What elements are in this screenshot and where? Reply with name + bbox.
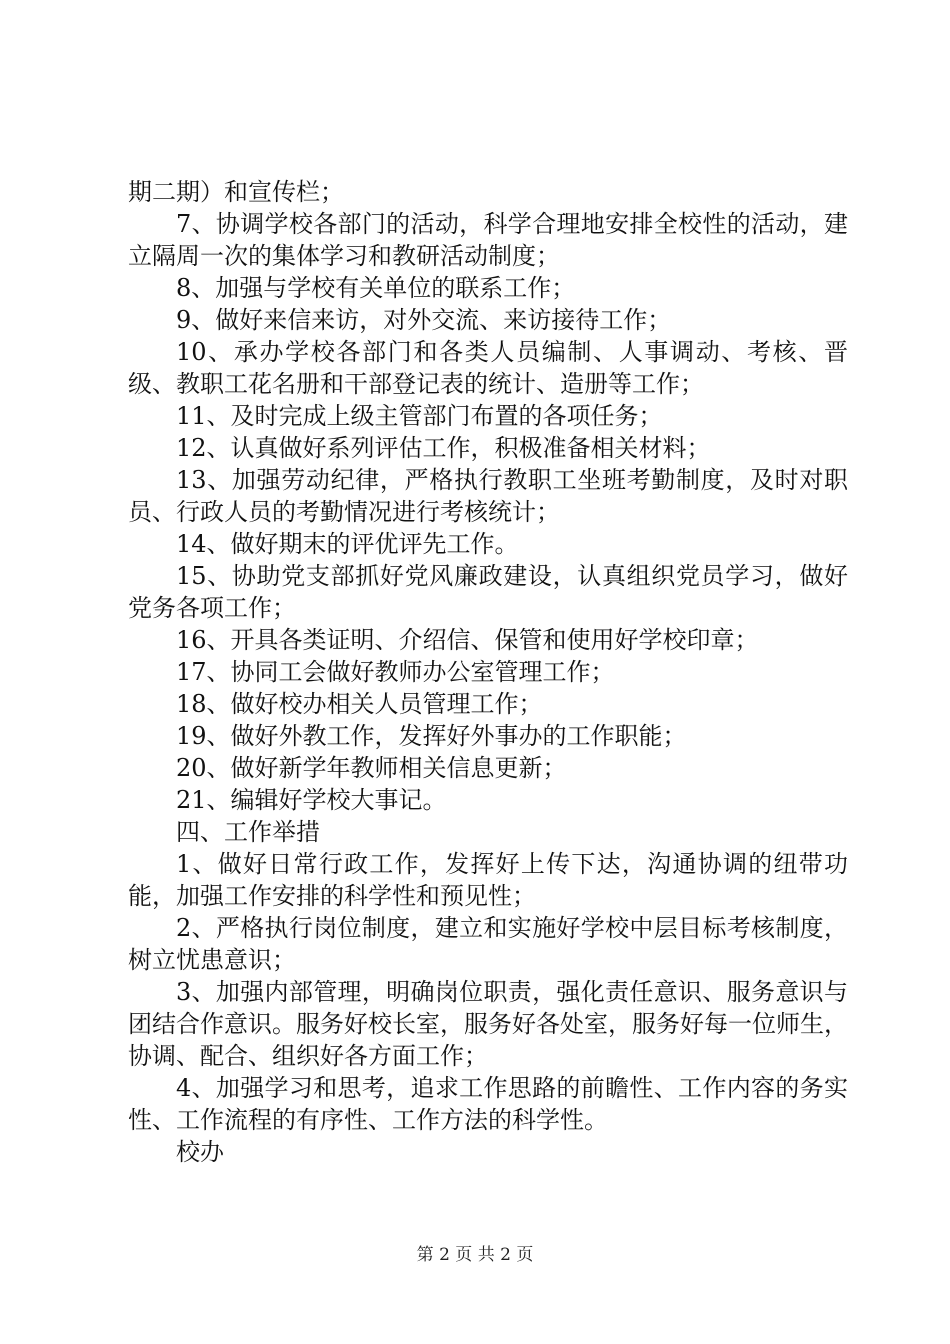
paragraph: 期二期）和宣传栏；	[128, 178, 344, 206]
paragraph: 15、协助党支部抓好党风廉政建设，认真组织党员学习，做好党务各项工作；	[128, 562, 848, 622]
document-body	[128, 176, 848, 1168]
paragraph: 9、做好来信来访，对外交流、来访接待工作；	[176, 306, 672, 334]
paragraph: 4、加强学习和思考，追求工作思路的前瞻性、工作内容的务实性、工作流程的有序性、工作方法的科学性。	[128, 1074, 848, 1134]
paragraph: 16、开具各类证明、介绍信、保管和使用好学校印章；	[176, 626, 759, 654]
paragraph: 校办	[176, 1138, 224, 1166]
paragraph: 17、协同工会做好教师办公室管理工作；	[176, 658, 615, 686]
page-footer: 第 2 页 共 2 页	[416, 1245, 534, 1265]
paragraph: 14、做好期末的评优评先工作。	[176, 530, 519, 558]
paragraph: 1、做好日常行政工作，发挥好上传下达，沟通协调的纽带功能，加强工作安排的科学性和预见性；	[128, 850, 848, 910]
paragraph: 20、做好新学年教师相关信息更新；	[176, 754, 567, 782]
paragraph: 21、编辑好学校大事记。	[176, 786, 447, 814]
paragraph: 12、认真做好系列评估工作，积极准备相关材料；	[176, 434, 711, 462]
paragraph: 18、做好校办相关人员管理工作；	[176, 690, 543, 718]
paragraph: 10、承办学校各部门和各类人员编制、人事调动、考核、晋级、教职工花名册和干部登记表的统计、造册等工作；	[128, 338, 848, 398]
paragraph: 8、加强与学校有关单位的联系工作；	[176, 274, 576, 302]
paragraph: 13、加强劳动纪律，严格执行教职工坐班考勤制度，及时对职员、行政人员的考勤情况进行考核统计；	[128, 466, 848, 526]
paragraph: 11、及时完成上级主管部门布置的各项任务；	[176, 402, 663, 430]
paragraph: 四、工作举措	[176, 818, 320, 846]
paragraph: 2、严格执行岗位制度，建立和实施好学校中层目标考核制度，树立忧患意识；	[128, 914, 848, 974]
paragraph: 19、做好外教工作，发挥好外事办的工作职能；	[176, 722, 687, 750]
paragraph: 7、协调学校各部门的活动，科学合理地安排全校性的活动，建立隔周一次的集体学习和教研活动制度；	[128, 210, 848, 270]
paragraph: 3、加强内部管理，明确岗位职责，强化责任意识、服务意识与团结合作意识。服务好校长室，服务好各处室，服务好每一位师生，协调、配合、组织好各方面工作；	[128, 978, 848, 1070]
